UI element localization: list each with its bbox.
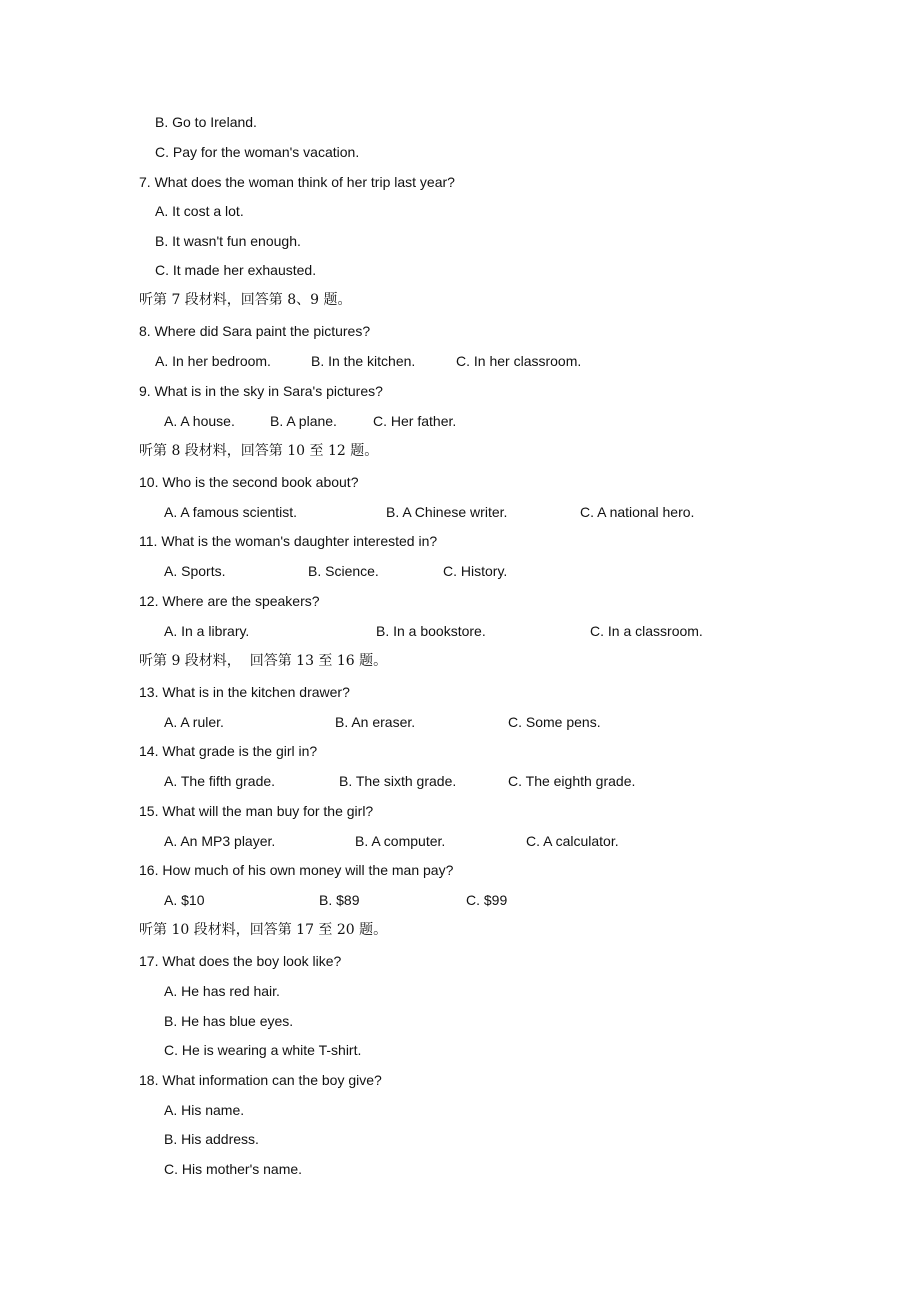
q9-option-c: C. Her father.	[373, 413, 457, 429]
question-15: 15. What will the man buy for the girl?	[139, 803, 374, 819]
q18-option-b: B. His address.	[164, 1131, 259, 1147]
q12-option-a: A. In a library.	[164, 623, 250, 639]
question-8: 8. Where did Sara paint the pictures?	[139, 323, 371, 339]
q13-option-a: A. A ruler.	[164, 714, 224, 730]
question-18: 18. What information can the boy give?	[139, 1072, 382, 1088]
q14-option-b: B. The sixth grade.	[339, 773, 457, 789]
q14-option-a: A. The fifth grade.	[164, 773, 276, 789]
section-heading-8: 听第 8 段材料，回答第 10 至 12 题。	[139, 443, 379, 459]
question-16: 16. How much of his own money will the man pay?	[139, 862, 454, 878]
q17-option-b: B. He has blue eyes.	[164, 1013, 294, 1029]
q10-option-a: A. A famous scientist.	[164, 504, 298, 520]
section-heading-7: 听第 7 段材料，回答第 8、9 题。	[139, 292, 352, 308]
q10-option-c: C. A national hero.	[580, 504, 695, 520]
q15-option-b: B. A computer.	[355, 833, 446, 849]
q11-option-b: B. Science.	[308, 563, 379, 579]
section-heading-10: 听第 10 段材料，回答第 17 至 20 题。	[139, 922, 388, 938]
q12-option-b: B. In a bookstore.	[376, 623, 486, 639]
section-heading-9: 听第 9 段材料， 回答第 13 至 16 题。	[139, 653, 388, 669]
q8-option-a: A. In her bedroom.	[155, 353, 271, 369]
q16-option-c: C. $99	[466, 892, 508, 908]
q8-option-c: C. In her classroom.	[456, 353, 582, 369]
q7-option-a: A. It cost a lot.	[155, 203, 244, 219]
q13-option-c: C. Some pens.	[508, 714, 601, 730]
q15-option-a: A. An MP3 player.	[164, 833, 276, 849]
q16-option-a: A. $10	[164, 892, 205, 908]
q9-option-a: A. A house.	[164, 413, 235, 429]
q11-option-c: C. History.	[443, 563, 508, 579]
q12-option-c: C. In a classroom.	[590, 623, 703, 639]
q18-option-a: A. His name.	[164, 1102, 245, 1118]
q13-option-b: B. An eraser.	[335, 714, 416, 730]
q17-option-c: C. He is wearing a white T-shirt.	[164, 1042, 362, 1058]
q15-option-c: C. A calculator.	[526, 833, 619, 849]
q8-option-b: B. In the kitchen.	[311, 353, 416, 369]
question-10: 10. Who is the second book about?	[139, 474, 359, 490]
question-11: 11. What is the woman's daughter interested in?	[139, 533, 438, 549]
question-17: 17. What does the boy look like?	[139, 953, 342, 969]
q16-option-b: B. $89	[319, 892, 360, 908]
q6-option-c: C. Pay for the woman's vacation.	[155, 144, 360, 160]
q7-option-c: C. It made her exhausted.	[155, 262, 317, 278]
q14-option-c: C. The eighth grade.	[508, 773, 636, 789]
question-9: 9. What is in the sky in Sara's pictures?	[139, 383, 383, 399]
q11-option-a: A. Sports.	[164, 563, 226, 579]
q7-option-b: B. It wasn't fun enough.	[155, 233, 301, 249]
q18-option-c: C. His mother's name.	[164, 1161, 303, 1177]
q6-option-b: B. Go to Ireland.	[155, 114, 257, 130]
q17-option-a: A. He has red hair.	[164, 983, 280, 999]
question-12: 12. Where are the speakers?	[139, 593, 320, 609]
question-14: 14. What grade is the girl in?	[139, 743, 318, 759]
q9-option-b: B. A plane.	[270, 413, 337, 429]
question-13: 13. What is in the kitchen drawer?	[139, 684, 350, 700]
q10-option-b: B. A Chinese writer.	[386, 504, 508, 520]
question-7: 7. What does the woman think of her trip last year?	[139, 174, 455, 190]
